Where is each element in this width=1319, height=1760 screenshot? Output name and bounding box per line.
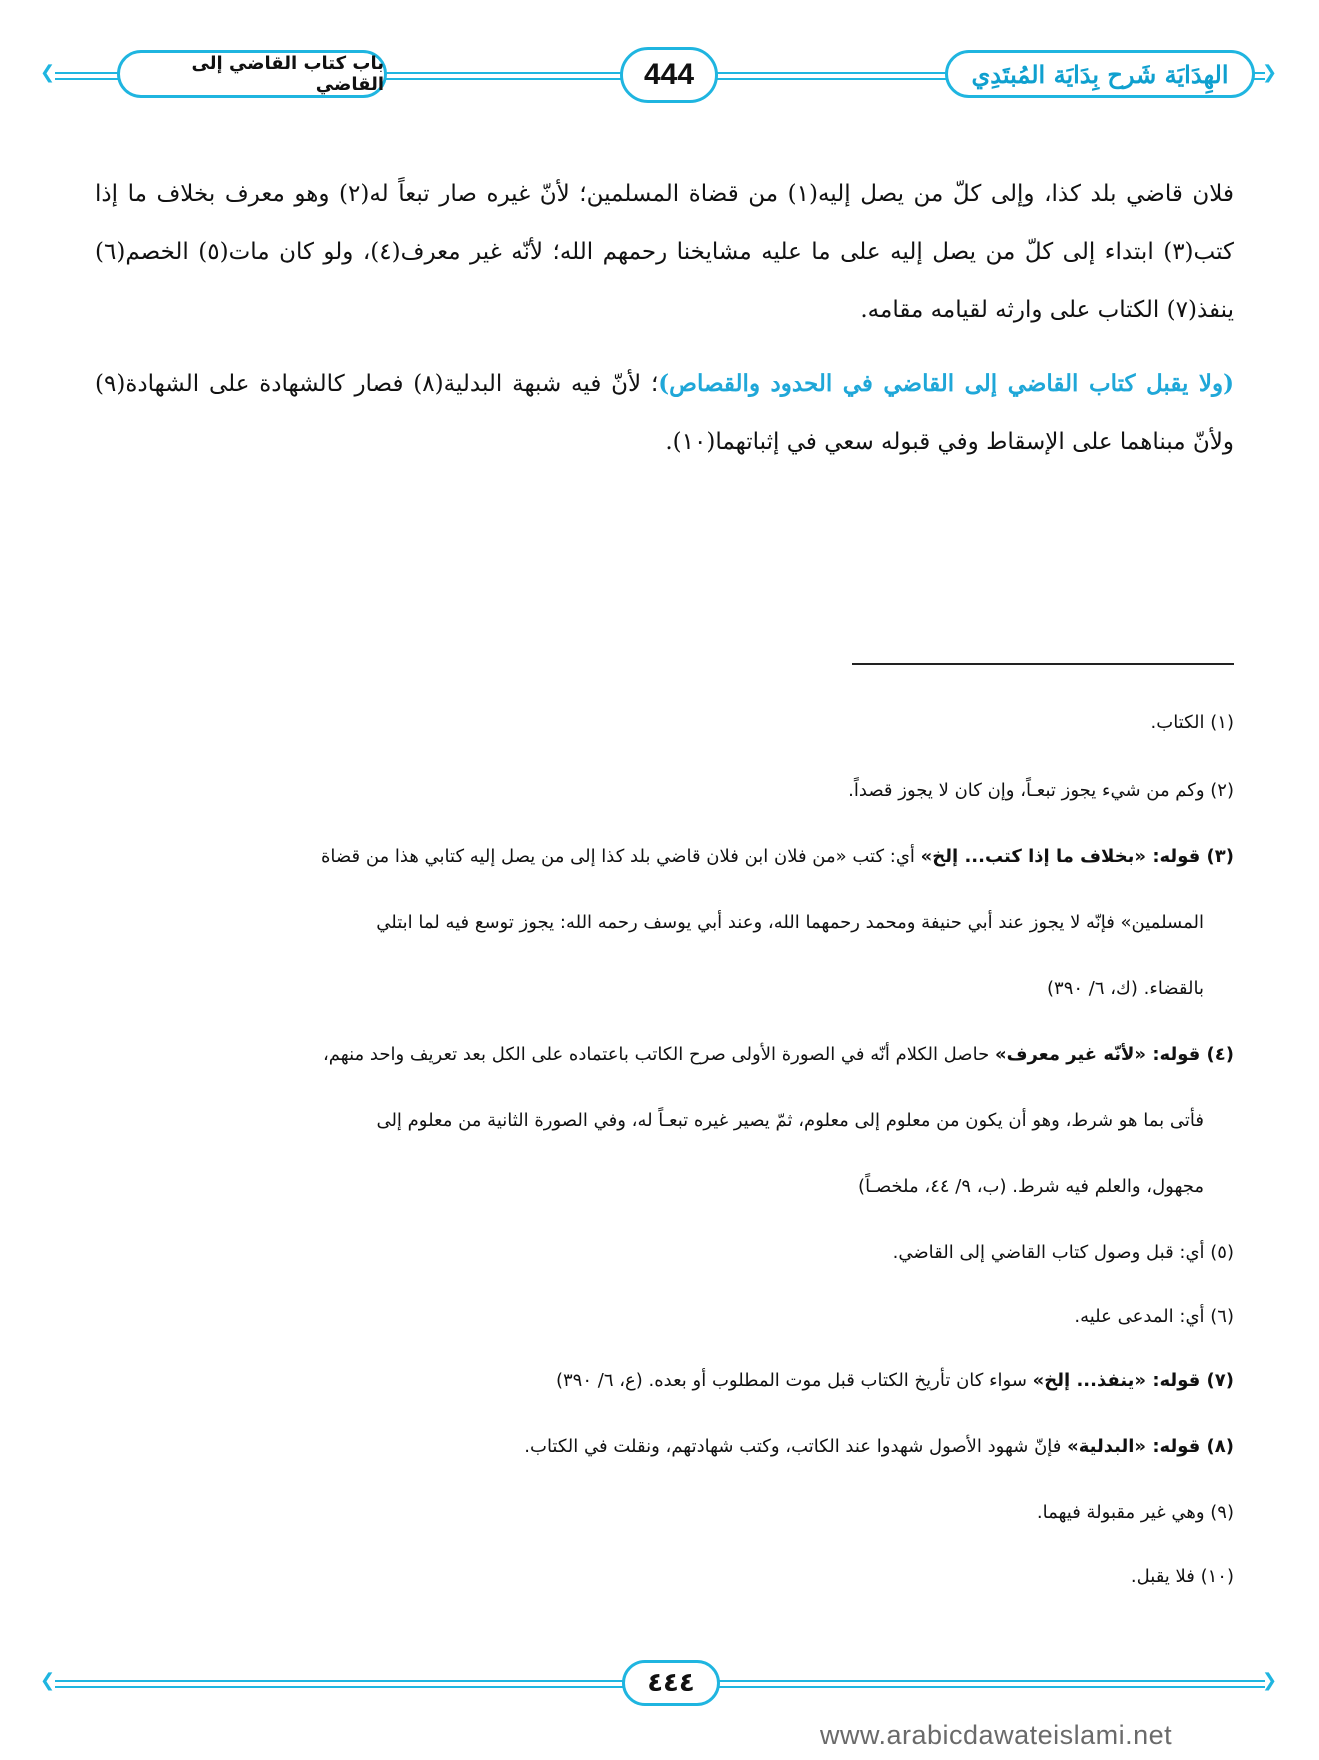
footnote-8-lead: (٨) قوله: «البدلية»: [1067, 1436, 1234, 1457]
ornament-icon: ❮: [40, 1670, 56, 1691]
paragraph-2-rest: ؛ لأنّ فيه شبهة البدلية(٨) فصار كالشهادة على الشهادة(٩) ولأنّ مبناهما على الإسقاط وفي قبوله سعي في إثباتهما(١٠).: [95, 371, 1234, 455]
book-title-cartouche: [945, 50, 1255, 98]
footnote-9: (٩) وهي غير مقبولة فيهما.: [1036, 1502, 1234, 1523]
page-number-cartouche: [620, 47, 718, 103]
ornament-icon: ❮: [40, 62, 56, 83]
website-url: www.arabicdawateislami.net: [820, 1720, 1173, 1750]
chapter-title-cartouche: [117, 50, 387, 98]
ornament-icon: ❯: [1262, 62, 1278, 83]
paragraph-2: [95, 355, 1234, 471]
footnote-3-line1: أي: كتب «من فلان ابن فلان قاضي بلد كذا إلى من يصل إليه كتابي هذا من قضاة: [320, 846, 915, 867]
page-number-bottom-cartouche: [622, 1660, 720, 1706]
footnote-3: [95, 846, 1234, 868]
footnote-1: (١) الكتاب.: [1150, 712, 1234, 733]
footnote-3-lead: (٣) قوله: «بخلاف ما إذا كتب... إلخ»: [920, 846, 1234, 867]
page-number-bottom: ٤٤٤: [647, 1668, 695, 1698]
footnote-4-lead: (٤) قوله: «لأنّه غير معرف»: [994, 1044, 1234, 1065]
footnote-8-rest: فإنّ شهود الأصول شهدوا عند الكاتب، وكتب شهادتهم، ونقلت في الكتاب.: [524, 1436, 1062, 1457]
footnote-8: [95, 1436, 1234, 1458]
matn-highlight: (ولا يقبل كتاب القاضي إلى القاضي في الحدود والقصاص): [658, 370, 1234, 397]
footnote-7: [95, 1370, 1234, 1392]
book-title: الهِدَايَة شَرح بِدَايَة المُبتَدِي: [971, 59, 1229, 89]
footnote-4-line3: مجهول، والعلم فيه شرط. (ب، ٩/ ٤٤، ملخصـاً): [858, 1176, 1204, 1197]
footnote-2: (٢) وكم من شيء يجوز تبعـاً، وإن كان لا يجوز قصداً.: [848, 780, 1234, 801]
footnote-3-line2: المسلمين» فإنّه لا يجوز عند أبي حنيفة ومحمد رحمهما الله، وعند أبي يوسف رحمه الله: يجوز توسع فيه لما ابتلي: [376, 912, 1204, 933]
footnote-7-rest: سواء كان تأريخ الكتاب قبل موت المطلوب أو بعده. (ع، ٦/ ٣٩٠): [555, 1370, 1027, 1391]
footnote-10: (١٠) فلا يقبل.: [1130, 1566, 1234, 1587]
footnote-4-line2: فأتى بما هو شرط، وهو أن يكون من معلوم إلى معلوم، ثمّ يصير غيره تبعـاً له، وفي الصورة الثانية من معلوم إلى: [376, 1110, 1204, 1131]
footnote-3-line3: بالقضاء. (ك، ٦/ ٣٩٠): [1047, 978, 1204, 999]
footnote-4-line1: حاصل الكلام أنّه في الصورة الأولى صرح الكاتب باعتماده على الكل بعد تعريف واحد منهم،: [323, 1044, 990, 1065]
paragraph-1: فلان قاضي بلد كذا، وإلى كلّ من يصل إليه(١) من قضاة المسلمين؛ لأنّ غيره صار تبعاً له(٢) وهو معرف بخلاف ما إذا كتب(٣) ابتداء إلى كلّ من يصل إليه على ما عليه مشايخنا رحمهم الله؛ لأنّه غير معرف(٤)، ولو كان مات(٥) الخصم(٦) ينفذ(٧) الكتاب على وارثه لقيامه مقامه.: [95, 181, 1234, 323]
footnote-7-lead: (٧) قوله: «ينفذ... إلخ»: [1032, 1370, 1234, 1391]
footnote-5: (٥) أي: قبل وصول كتاب القاضي إلى القاضي.: [892, 1242, 1234, 1263]
main-text: [95, 165, 1234, 471]
footnote-4: [95, 1044, 1234, 1066]
page-number-top: 444: [643, 58, 695, 91]
footnote-6: (٦) أي: المدعى عليه.: [1074, 1306, 1234, 1327]
ornament-icon: ❯: [1262, 1670, 1278, 1691]
footnote-separator: [852, 663, 1234, 665]
chapter-title: باب كتاب القاضي إلى القاضي: [191, 53, 384, 95]
